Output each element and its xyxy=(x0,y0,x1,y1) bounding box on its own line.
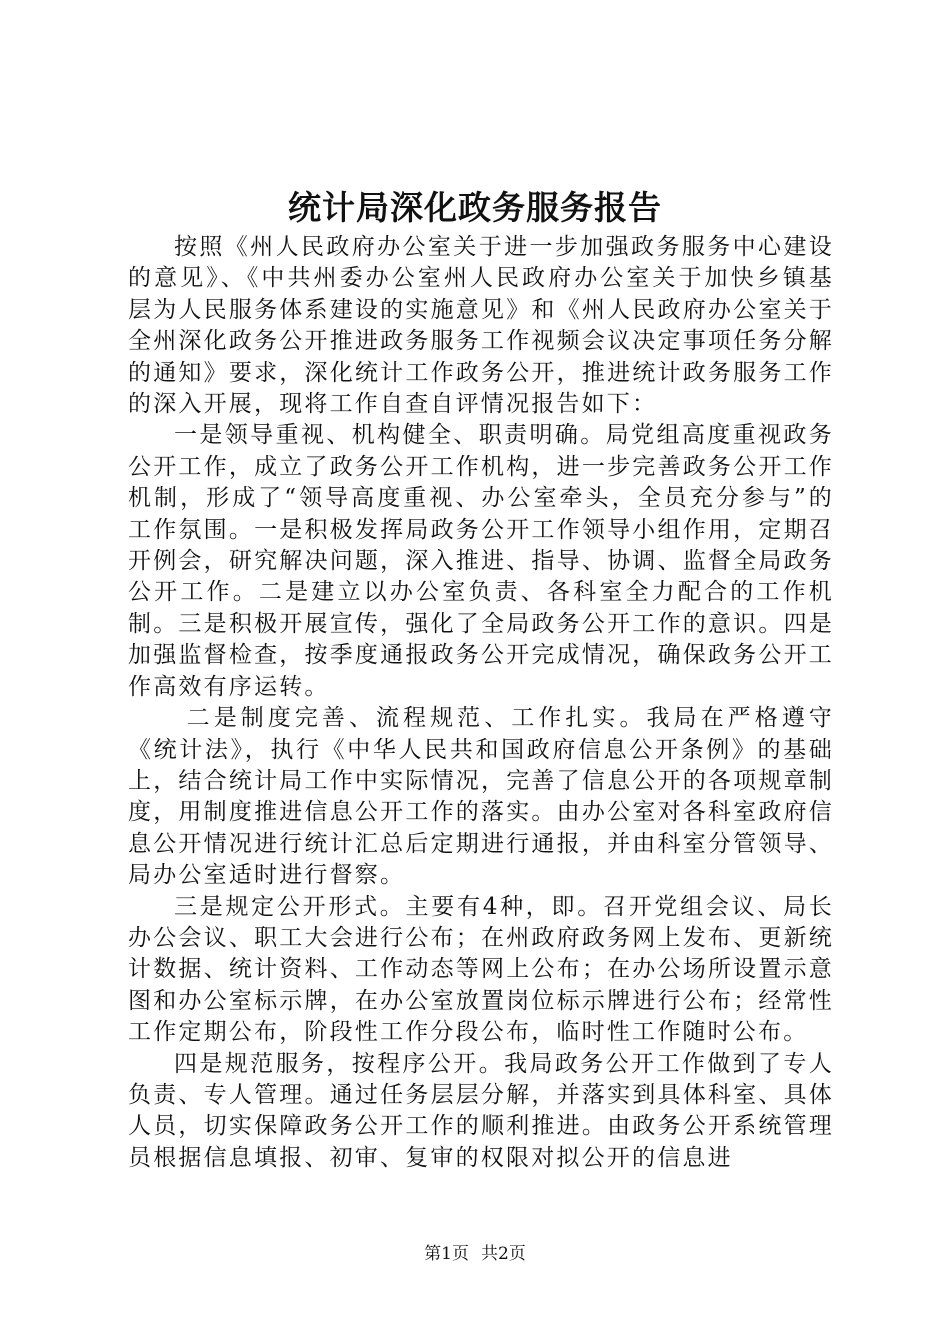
document-body xyxy=(128,232,834,1174)
page-footer xyxy=(0,1243,950,1265)
document-title: 统计局深化政务服务报告 xyxy=(288,188,662,227)
paragraph-intro: 按照《州人民政府办公室关于进一步加强政务服务中心建设的意见》、《中共州委办公室州人民政府办公室关于加快乡镇基层为人民服务体系建设的实施意见》和《州人民政府办公室关于全州深化政务公开推进政务服务工作视频会议决定事项任务分解的通知》要求，深化统计工作政务公开，推进统计政务服务工作的深入开展，现将工作自查自评情况报告如下： xyxy=(128,234,834,418)
paragraph-point-1: 一是领导重视、机构健全、职责明确。局党组高度重视政务公开工作，成立了政务公开工作机构，进一步完善政务公开工作机制，形成了“领导高度重视、办公室牵头，全员充分参与”的工作氛围。一是积极发挥局政务公开工作领导小组作用，定期召开例会，研究解决问题，深入推进、指导、协调、监督全局政务公开工作。二是建立以办公室负责、各科室全力配合的工作机制。三是积极开展宣传，强化了全局政务公开工作的意识。四是加强监督检查，按季度通报政务公开完成情况，确保政务公开工作高效有序运转。 xyxy=(128,422,834,700)
paragraph-point-4: 四是规范服务，按程序公开。我局政务公开工作做到了专人负责、专人管理。通过任务层层分解，并落实到具体科室、具体人员，切实保障政务公开工作的顺利推进。由政务公开系统管理员根据信息填报、初审、复审的权限对拟公开的信息进 xyxy=(128,1050,834,1171)
paragraph-point-3: 三是规定公开形式。主要有4种，即。召开党组会议、局长办公会议、职工大会进行公布；在州政府政务网上发布、更新统计数据、统计资料、工作动态等网上公布；在办公场所设置示意图和办公室标示牌，在办公室放置岗位标示牌进行公布；经常性工作定期公布，阶段性工作分段公布，临时性工作随时公布。 xyxy=(128,893,834,1046)
paragraph-point-2: 二是制度完善、流程规范、工作扎实。我局在严格遵守《统计法》，执行《中华人民共和国政府信息公开条例》的基础上，结合统计局工作中实际情况，完善了信息公开的各项规章制度，用制度推进信息公开工作的落实。由办公室对各科室政府信息公开情况进行统计汇总后定期进行通报，并由科室分管领导、局办公室适时进行督察。 xyxy=(128,705,834,889)
page-number-current: 第1页 xyxy=(424,1244,469,1264)
page-number-total: 共2页 xyxy=(481,1244,526,1264)
